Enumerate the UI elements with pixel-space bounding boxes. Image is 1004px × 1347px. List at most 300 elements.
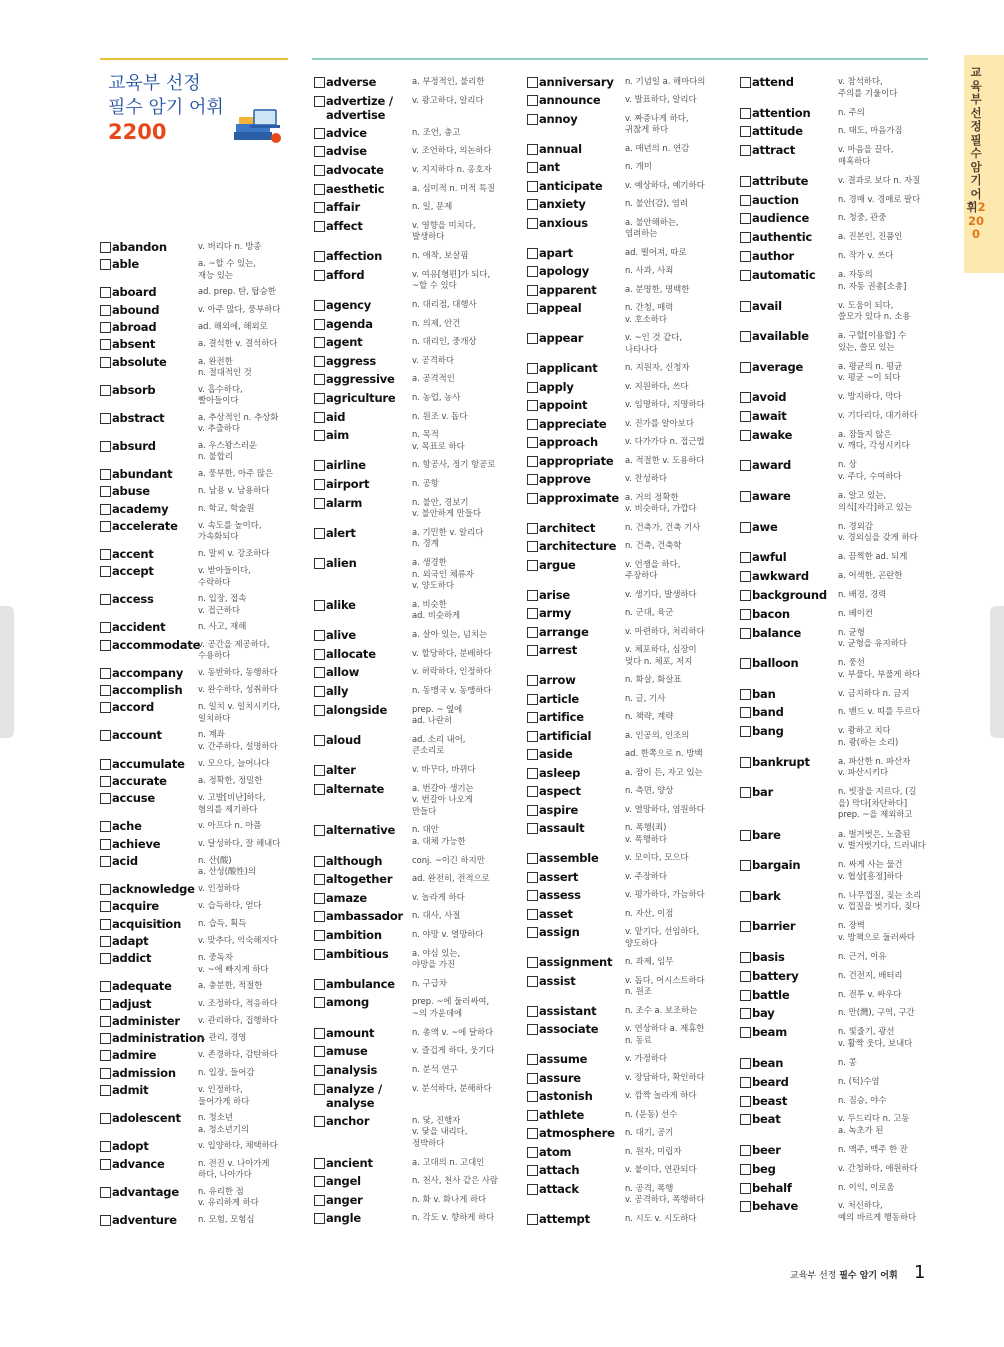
checkbox[interactable] (100, 322, 111, 333)
checkbox[interactable] (314, 1176, 325, 1187)
vocab-word: advocate (326, 163, 384, 178)
checkbox[interactable] (314, 251, 325, 262)
checkbox[interactable] (527, 675, 538, 686)
checkbox[interactable] (527, 645, 538, 656)
checkbox[interactable] (100, 413, 111, 424)
checkbox[interactable] (740, 213, 751, 224)
vocab-word: beast (752, 1093, 788, 1108)
checkbox[interactable] (740, 590, 751, 601)
vocab-definition: v. 아프다 n. 아픔 (198, 820, 262, 831)
vocab-definition: n. 건축, 건축학 (625, 540, 682, 551)
checkbox[interactable] (100, 793, 111, 804)
vocab-word: agent (326, 335, 363, 350)
checkbox[interactable] (100, 1016, 111, 1027)
checkbox[interactable] (740, 707, 751, 718)
checkbox[interactable] (740, 251, 751, 262)
checkbox[interactable] (527, 144, 538, 155)
vocab-definition: a. 매년의 n. 연감 (625, 142, 690, 153)
vocab-definition: n. 태도, 마음가짐 (838, 125, 903, 136)
checkbox[interactable] (527, 1054, 538, 1065)
checkbox[interactable] (527, 712, 538, 723)
checkbox[interactable] (100, 521, 111, 532)
checkbox[interactable] (527, 437, 538, 448)
vocab-word: architecture (539, 539, 617, 554)
vocab-word: artifice (539, 710, 584, 725)
checkbox[interactable] (314, 784, 325, 795)
checkbox[interactable] (314, 1084, 325, 1095)
checkbox[interactable] (527, 805, 538, 816)
checkbox[interactable] (100, 759, 111, 770)
checkbox[interactable] (527, 419, 538, 430)
checkbox[interactable] (314, 705, 325, 716)
checkbox[interactable] (740, 522, 751, 533)
checkbox[interactable] (740, 1183, 751, 1194)
checkbox[interactable] (314, 997, 325, 1008)
checkbox[interactable] (740, 392, 751, 403)
checkbox[interactable] (100, 357, 111, 368)
checkbox[interactable] (100, 242, 111, 253)
checkbox[interactable] (100, 305, 111, 316)
vocab-word: accident (112, 620, 166, 635)
checkbox[interactable] (314, 1028, 325, 1039)
checkbox[interactable] (740, 757, 751, 768)
vocab-definition: v. 맡기다, 선임하다, 양도하다 (625, 926, 700, 948)
checkbox[interactable] (314, 686, 325, 697)
vocab-definition: n. 농업, 농사 (412, 392, 461, 403)
checkbox[interactable] (314, 1065, 325, 1076)
vocab-word: accord (112, 700, 154, 715)
checkbox[interactable] (740, 787, 751, 798)
checkbox[interactable] (314, 430, 325, 441)
checkbox[interactable] (527, 731, 538, 742)
checkbox[interactable] (314, 374, 325, 385)
vocab-definition: a. 인공의, 인조의 (625, 729, 690, 740)
checkbox[interactable] (740, 362, 751, 373)
checkbox[interactable] (314, 528, 325, 539)
checkbox[interactable] (100, 776, 111, 787)
checkbox[interactable] (100, 884, 111, 895)
checkbox[interactable] (100, 981, 111, 992)
checkbox[interactable] (740, 411, 751, 422)
checkbox[interactable] (740, 552, 751, 563)
checkbox[interactable] (314, 270, 325, 281)
checkbox[interactable] (314, 202, 325, 213)
checkbox[interactable] (740, 609, 751, 620)
checkbox[interactable] (527, 909, 538, 920)
vocab-definition: n. 구급차 (412, 977, 447, 988)
vocab-definition: a. 생경한 n. 외국인 체류자 v. 양도하다 (412, 557, 474, 591)
checkbox[interactable] (314, 1195, 325, 1206)
checkbox[interactable] (314, 479, 325, 490)
checkbox[interactable] (740, 145, 751, 156)
checkbox[interactable] (100, 486, 111, 497)
checkbox[interactable] (740, 830, 751, 841)
vocab-word: anxiety (539, 197, 586, 212)
checkbox[interactable] (100, 839, 111, 850)
checkbox[interactable] (100, 640, 111, 651)
checkbox[interactable] (314, 184, 325, 195)
checkbox[interactable] (527, 853, 538, 864)
vocab-word: advantage (112, 1184, 179, 1199)
checkbox[interactable] (740, 726, 751, 737)
checkbox[interactable] (314, 930, 325, 941)
checkbox[interactable] (314, 558, 325, 569)
checkbox[interactable] (740, 430, 751, 441)
vocab-word: appropriate (539, 453, 614, 468)
checkbox[interactable] (740, 891, 751, 902)
vocab-word: attack (539, 1181, 579, 1196)
vocab-word: airport (326, 477, 370, 492)
checkbox[interactable] (314, 630, 325, 641)
side-tab-label: 교육부선정필수암기어휘 (966, 65, 982, 214)
checkbox[interactable] (100, 622, 111, 633)
vocab-word: admission (112, 1065, 176, 1080)
checkbox[interactable] (100, 469, 111, 480)
checkbox[interactable] (527, 1024, 538, 1035)
vocab-definition: n. 풍선 v. 부풀다, 부풀게 하다 (838, 657, 921, 679)
vocab-definition: v. 인정하다 (198, 882, 240, 893)
checkbox[interactable] (527, 608, 538, 619)
checkbox[interactable] (100, 901, 111, 912)
checkbox[interactable] (740, 658, 751, 669)
checkbox[interactable] (100, 1215, 111, 1226)
checkbox[interactable] (527, 1006, 538, 1017)
checkbox[interactable] (100, 685, 111, 696)
checkbox[interactable] (740, 628, 751, 639)
vocab-word: approximate (539, 490, 619, 505)
vocab-definition: n. 시도 v. 시도하다 (625, 1212, 697, 1223)
checkbox[interactable] (100, 953, 111, 964)
checkbox[interactable] (527, 1165, 538, 1176)
checkbox[interactable] (527, 823, 538, 834)
vocab-word: admit (112, 1083, 149, 1098)
checkbox[interactable] (527, 541, 538, 552)
checkbox[interactable] (527, 456, 538, 467)
checkbox[interactable] (314, 146, 325, 157)
checkbox[interactable] (740, 1164, 751, 1175)
checkbox[interactable] (314, 949, 325, 960)
vocab-definition: a. 우스꽝스러운 n. 불합리 (198, 439, 257, 462)
checkbox[interactable] (100, 1050, 111, 1061)
checkbox[interactable] (100, 287, 111, 298)
checkbox[interactable] (527, 1184, 538, 1195)
vocab-definition: a. 평균의 n. 평균 v. 평균 ~이 되다 (838, 360, 903, 383)
checkbox[interactable] (527, 749, 538, 760)
vocab-word: attitude (752, 124, 803, 139)
checkbox[interactable] (740, 331, 751, 342)
vocab-definition: n. 청소년 a. 청소년기의 (198, 1112, 249, 1134)
checkbox[interactable] (314, 893, 325, 904)
checkbox[interactable] (314, 460, 325, 471)
checkbox[interactable] (527, 333, 538, 344)
vocab-word: approach (539, 435, 598, 450)
checkbox[interactable] (527, 493, 538, 504)
vocab-word: athlete (539, 1107, 585, 1122)
checkbox[interactable] (100, 821, 111, 832)
vocab-word: acid (112, 853, 138, 868)
checkbox[interactable] (740, 952, 751, 963)
checkbox[interactable] (740, 270, 751, 281)
vocab-word: awkward (752, 568, 809, 583)
checkbox[interactable] (527, 768, 538, 779)
vocab-word: aggress (326, 353, 376, 368)
checkbox[interactable] (314, 337, 325, 348)
checkbox[interactable] (740, 1201, 751, 1212)
checkbox[interactable] (100, 999, 111, 1010)
checkbox[interactable] (527, 1214, 538, 1225)
checkbox[interactable] (740, 176, 751, 187)
checkbox[interactable] (314, 1158, 325, 1169)
vocab-definition: n. 계좌 v. 간주하다, 설명하다 (198, 729, 278, 751)
checkbox[interactable] (314, 765, 325, 776)
vocab-word: although (326, 853, 383, 868)
vocab-word: appoint (539, 398, 588, 413)
checkbox[interactable] (527, 627, 538, 638)
vocab-word: assistant (539, 1003, 597, 1018)
vocab-word: aloud (326, 732, 362, 747)
checkbox[interactable] (100, 919, 111, 930)
vocab-definition: a. 정확한, 정밀한 (198, 774, 263, 785)
vocab-word: available (752, 329, 809, 344)
checkbox[interactable] (527, 199, 538, 210)
checkbox[interactable] (100, 730, 111, 741)
vocab-definition: v. 조언하다, 의논하다 (412, 145, 492, 156)
checkbox[interactable] (740, 1096, 751, 1107)
vocab-definition: n. 유리한 점 v. 유리하게 하다 (198, 1185, 259, 1208)
vocab-definition: a. 고대의 n. 고대인 (412, 1156, 485, 1167)
checkbox[interactable] (527, 1091, 538, 1102)
vocab-definition: n. 자산, 이점 (625, 907, 674, 918)
checkbox[interactable] (314, 96, 325, 107)
vocab-definition: n. 대기, 공기 (625, 1127, 674, 1138)
checkbox[interactable] (527, 1147, 538, 1158)
checkbox[interactable] (314, 1213, 325, 1224)
checkbox[interactable] (527, 248, 538, 259)
vocab-word: awake (752, 427, 793, 442)
vocab-definition: n. (운동) 선수 (625, 1108, 678, 1119)
checkbox[interactable] (314, 77, 325, 88)
vocab-word: affair (326, 200, 360, 215)
checkbox[interactable] (740, 1114, 751, 1125)
checkbox[interactable] (314, 221, 325, 232)
vocab-word: automatic (752, 268, 816, 282)
vocab-definition: a. 분명한, 명백한 (625, 283, 690, 294)
vocab-definition: n. 불안, 경보기 v. 불안하게 만들다 (412, 496, 481, 519)
vocab-definition: n. 대사, 사절 (412, 910, 461, 921)
checkbox[interactable] (527, 590, 538, 601)
checkbox[interactable] (100, 594, 111, 605)
previous-page-button[interactable] (0, 606, 14, 738)
checkbox[interactable] (527, 957, 538, 968)
checkbox[interactable] (527, 1110, 538, 1121)
checkbox[interactable] (314, 319, 325, 330)
vocab-definition: n. 베이컨 (838, 607, 873, 618)
checkbox[interactable] (100, 259, 111, 270)
checkbox[interactable] (740, 1145, 751, 1156)
checkbox[interactable] (527, 1128, 538, 1139)
checkbox[interactable] (740, 77, 751, 88)
checkbox[interactable] (740, 990, 751, 1001)
checkbox[interactable] (100, 1113, 111, 1124)
checkbox[interactable] (740, 860, 751, 871)
checkbox[interactable] (314, 356, 325, 367)
vocab-definition: v. 체포하다, 심장이 멎다 n. 체포, 저지 (625, 644, 697, 666)
vocab-word: aspect (539, 784, 581, 799)
checkbox[interactable] (740, 921, 751, 932)
vocab-definition: n. 총액 v. ~에 달하다 (412, 1026, 494, 1037)
checkbox[interactable] (740, 571, 751, 582)
vocab-word: ant (539, 160, 560, 175)
checkbox[interactable] (100, 668, 111, 679)
vocab-definition: n. 맥주, 맥주 한 잔 (838, 1143, 908, 1154)
checkbox[interactable] (314, 911, 325, 922)
vocab-word: aesthetic (326, 181, 385, 196)
checkbox[interactable] (100, 1085, 111, 1096)
vocab-word: absolute (112, 354, 167, 369)
vocab-word: abound (112, 302, 160, 317)
vocab-word: aim (326, 428, 350, 443)
vocab-definition: v. 놀라게 하다 (412, 891, 465, 902)
checkbox[interactable] (100, 1033, 111, 1044)
checkbox[interactable] (100, 385, 111, 396)
vocab-definition: v. 영향을 미치다, 발생하다 (412, 219, 476, 242)
checkbox[interactable] (314, 300, 325, 311)
checkbox[interactable] (527, 114, 538, 125)
vocab-definition: n. 기념일 a. 해마다의 (625, 76, 706, 86)
vocab-word: atmosphere (539, 1126, 615, 1141)
vocab-definition: v. 깜짝 놀라게 하다 (625, 1090, 697, 1101)
checkbox[interactable] (527, 976, 538, 987)
checkbox[interactable] (314, 412, 325, 423)
vocab-definition: n. 동맹국 v. 동맹하다 (412, 684, 492, 695)
checkbox[interactable] (527, 266, 538, 277)
checkbox[interactable] (527, 1073, 538, 1084)
checkbox[interactable] (740, 1027, 751, 1038)
checkbox[interactable] (314, 856, 325, 867)
checkbox[interactable] (100, 566, 111, 577)
vocab-definition: a. ~할 수 있는, 재능 있는 (198, 258, 256, 280)
checkbox[interactable] (527, 363, 538, 374)
checkbox[interactable] (527, 95, 538, 106)
checkbox[interactable] (527, 303, 538, 314)
checkbox[interactable] (527, 927, 538, 938)
next-page-button[interactable] (990, 606, 1004, 738)
checkbox[interactable] (314, 165, 325, 176)
checkbox[interactable] (100, 441, 111, 452)
vocab-word: bark (752, 888, 781, 903)
checkbox[interactable] (314, 874, 325, 885)
vocab-word: accept (112, 564, 154, 579)
vocab-definition: n. 상 v. 주다, 수여하다 (838, 459, 902, 481)
checkbox[interactable] (100, 1068, 111, 1079)
checkbox[interactable] (527, 786, 538, 797)
checkbox[interactable] (100, 702, 111, 713)
checkbox[interactable] (100, 1187, 111, 1198)
checkbox[interactable] (100, 1141, 111, 1152)
checkbox[interactable] (527, 77, 538, 88)
vocab-definition: v. 도움이 되다, 쓸모가 있다 n. 소용 (838, 299, 911, 322)
checkbox[interactable] (100, 1159, 111, 1170)
checkbox[interactable] (527, 890, 538, 901)
vocab-definition: n. 산(酸) a. 산성(酸性)의 (198, 854, 257, 877)
checkbox[interactable] (740, 301, 751, 312)
vocab-word: bean (752, 1055, 784, 1070)
checkbox[interactable] (314, 979, 325, 990)
vocab-word: article (539, 691, 580, 706)
vocab-definition: a. 적절한 v. 도용하다 (625, 454, 705, 465)
checkbox[interactable] (527, 162, 538, 173)
checkbox[interactable] (527, 523, 538, 534)
checkbox[interactable] (740, 108, 751, 119)
checkbox[interactable] (740, 195, 751, 206)
checkbox[interactable] (100, 504, 111, 515)
vocab-word: affection (326, 249, 383, 264)
checkbox[interactable] (527, 285, 538, 296)
checkbox[interactable] (527, 694, 538, 705)
checkbox[interactable] (740, 689, 751, 700)
vocab-definition: n. 지원자, 신청자 (625, 362, 690, 373)
vocab-word: adopt (112, 1139, 149, 1154)
checkbox[interactable] (527, 218, 538, 229)
vocab-word: alternate (326, 781, 385, 796)
checkbox[interactable] (527, 872, 538, 883)
vocab-word: arrow (539, 673, 576, 688)
checkbox[interactable] (527, 181, 538, 192)
vocab-word: bacon (752, 606, 790, 621)
checkbox[interactable] (740, 1058, 751, 1069)
vocab-word: attribute (752, 173, 809, 188)
books-laptop-icon (230, 104, 284, 148)
footer-title (790, 1268, 898, 1281)
checkbox[interactable] (740, 1008, 751, 1019)
vocab-definition: n. 빛줄기, 광선 v. 활짝 웃다, 보내다 (838, 1026, 913, 1048)
vocab-word: barrier (752, 919, 796, 934)
checkbox[interactable] (314, 498, 325, 509)
checkbox[interactable] (527, 474, 538, 485)
checkbox[interactable] (314, 825, 325, 836)
checkbox[interactable] (527, 382, 538, 393)
checkbox[interactable] (740, 971, 751, 982)
checkbox[interactable] (527, 400, 538, 411)
checkbox[interactable] (740, 460, 751, 471)
checkbox[interactable] (740, 126, 751, 137)
checkbox[interactable] (314, 649, 325, 660)
checkbox[interactable] (100, 856, 111, 867)
checkbox[interactable] (527, 560, 538, 571)
checkbox[interactable] (314, 600, 325, 611)
checkbox[interactable] (100, 549, 111, 560)
checkbox[interactable] (314, 735, 325, 746)
vocab-word: adjust (112, 996, 152, 1011)
vocab-word: army (539, 606, 572, 621)
vocab-word: bargain (752, 858, 801, 873)
checkbox[interactable] (740, 491, 751, 502)
vocab-definition: n. 배경, 경력 (838, 588, 887, 599)
checkbox[interactable] (740, 232, 751, 243)
checkbox[interactable] (314, 1046, 325, 1057)
checkbox[interactable] (100, 339, 111, 350)
vocab-definition: n. 공항 (412, 478, 439, 489)
vocab-word: aware (752, 489, 791, 504)
checkbox[interactable] (314, 393, 325, 404)
checkbox[interactable] (314, 1116, 325, 1127)
vocab-word: ally (326, 683, 349, 698)
checkbox[interactable] (314, 128, 325, 139)
checkbox[interactable] (314, 667, 325, 678)
vocab-definition: v. 진가를 알아보다 (625, 417, 694, 428)
checkbox[interactable] (740, 1077, 751, 1088)
checkbox[interactable] (100, 936, 111, 947)
